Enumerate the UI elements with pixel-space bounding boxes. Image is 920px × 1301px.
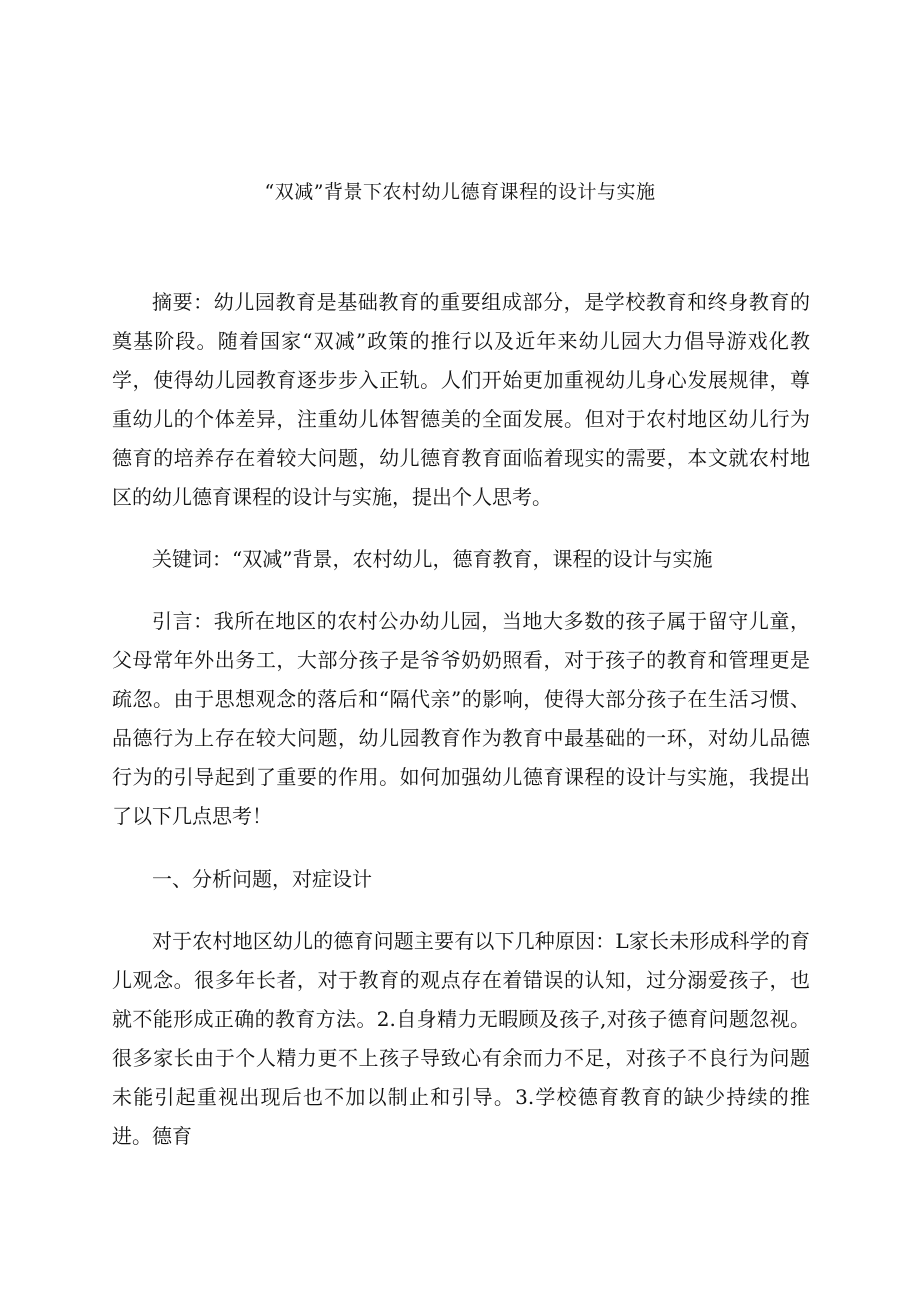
introduction-paragraph: 引言：我所在地区的农村公办幼儿园，当地大多数的孩子属于留守儿童，父母常年外出务工，大部分孩子是爷爷奶奶照看，对于孩子的教育和管理更是疏忽。由于思想观念的落后和“隔代亲”的影响，使得大部分孩子在生活习惯、品德行为上存在较大问题，幼儿园教育作为教育中最基础的一环，对幼儿品德行为的引导起到了重要的作用。如何加强幼儿德育课程的设计与实施，我提出了以下几点思考！: [112, 609, 810, 828]
keywords-paragraph: 关键词：“双减”背景，农村幼儿，德育教育，课程的设计与实施: [152, 547, 713, 571]
section-heading: 一、分析问题，对症设计: [152, 867, 372, 891]
section-body-paragraph: 对于农村地区幼儿的德育问题主要有以下几种原因：L家长未形成科学的育儿观念。很多年长者，对于教育的观点存在着错误的认知，过分溺爱孩子，也就不能形成正确的教育方法。2.自身精力无暇顾及孩子,对孩子德育问题忽视。很多家长由于个人精力更不上孩子导致心有余而力不足，对孩子不良行为问题未能引起重视出现后也不加以制止和引导。3.学校德育教育的缺少持续的推进。德育: [112, 929, 810, 1148]
document-title: “双减”背景下农村幼儿德育课程的设计与实施: [264, 181, 656, 203]
abstract-paragraph: 摘要：幼儿园教育是基础教育的重要组成部分，是学校教育和终身教育的奠基阶段。随着国家“双减”政策的推行以及近年来幼儿园大力倡导游戏化教学，使得幼儿园教育逐步步入正轨。人们开始更加重视幼儿身心发展规律，尊重幼儿的个体差异，注重幼儿体智德美的全面发展。但对于农村地区幼儿行为德育的培养存在着较大问题，幼儿德育教育面临着现实的需要，本文就农村地区的幼儿德育课程的设计与实施，提出个人思考。: [112, 290, 810, 509]
